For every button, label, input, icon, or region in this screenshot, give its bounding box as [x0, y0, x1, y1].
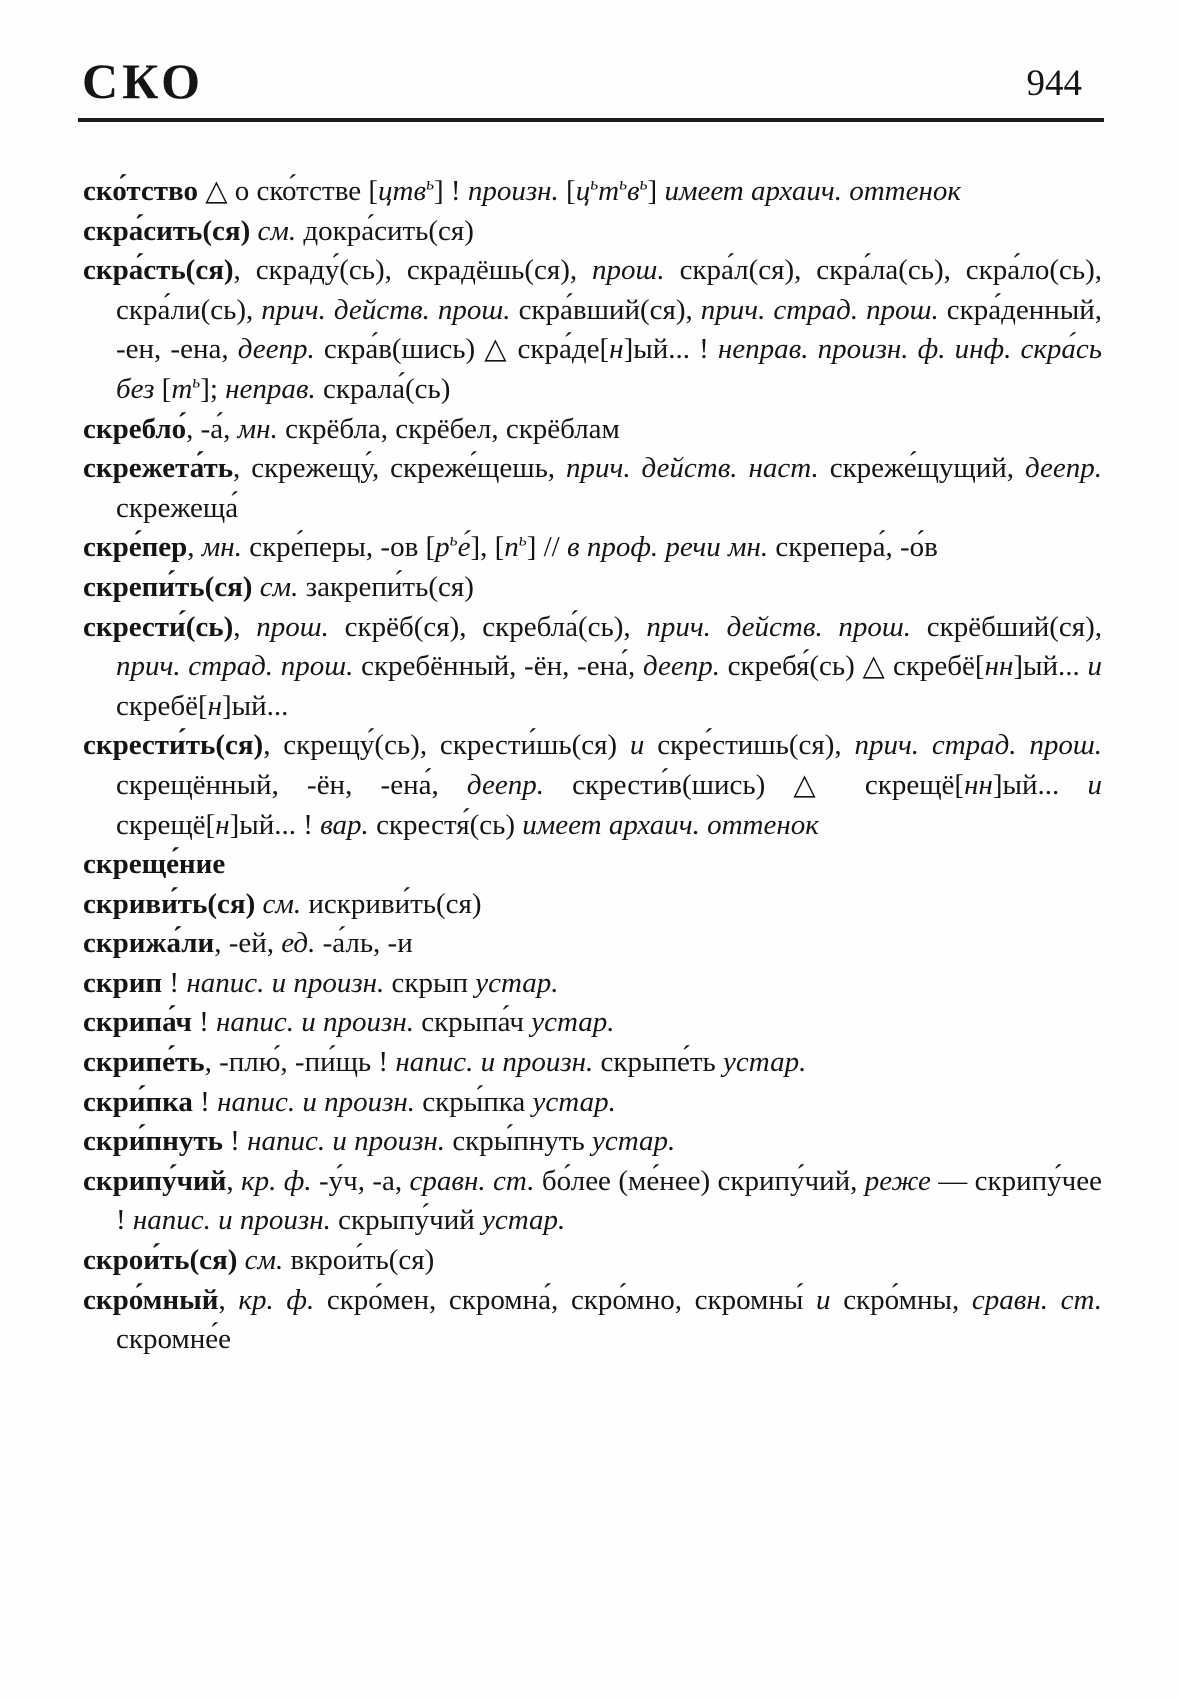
text-run: прич. страд. прош. — [116, 650, 362, 683]
text-run: устар. — [475, 966, 559, 999]
text-run: ь — [192, 371, 201, 392]
text-run: скрыпу́чий — [338, 1204, 482, 1237]
superscript-soft-sign — [619, 173, 627, 193]
dictionary-entry — [83, 1003, 1102, 1043]
text-run: ! — [200, 1085, 218, 1118]
text-run: ! — [169, 966, 187, 999]
dictionary-entry — [83, 1241, 1102, 1281]
text-run: устар. — [532, 1085, 616, 1118]
dictionary-entry — [83, 924, 1102, 964]
text-run: ь — [449, 529, 458, 550]
dictionary-entry — [83, 726, 1102, 845]
dictionary-entry — [83, 845, 1102, 885]
text-run: ! — [230, 1125, 248, 1158]
text-run: скрала́(сь) — [323, 372, 451, 405]
dictionary-entry — [83, 1281, 1103, 1360]
text-run: т — [598, 175, 620, 207]
text-run: -а́ль, -и — [322, 927, 413, 960]
text-run: скребённый, -ён, -ена́, — [361, 650, 643, 683]
text-run: нн — [964, 768, 993, 801]
entries-list — [0, 122, 1178, 1360]
text-run: искриви́ть(ся) — [308, 887, 482, 920]
text-run: прич. действ. прош. — [646, 610, 927, 643]
text-run: вар. — [320, 808, 377, 841]
text-run: скреще́ние — [83, 848, 226, 881]
text-run: скрои́ть(ся) — [83, 1244, 245, 1277]
text-run: кр. ф. — [238, 1283, 327, 1316]
text-run: скрещё[ — [116, 808, 216, 841]
text-run: [ — [161, 372, 172, 405]
text-run: ц — [575, 175, 591, 207]
text-run: устар. — [531, 1006, 615, 1039]
text-run: сравн. ст. — [409, 1164, 542, 1197]
text-run: скребло́ — [83, 412, 187, 445]
text-run: закрепи́ть(ся) — [305, 570, 474, 603]
text-run: напис. и произн. — [217, 1085, 423, 1118]
text-run: напис. и произн. — [395, 1046, 601, 1079]
text-run: , -плю́, -пи́щь ! — [204, 1046, 396, 1079]
text-run: ! — [199, 1006, 216, 1039]
text-run: ], [ — [470, 531, 505, 564]
text-run: скрипе́ть — [83, 1046, 205, 1079]
text-run: прич. действ. прош. — [261, 293, 519, 326]
text-run: сравн. ст. — [971, 1283, 1103, 1316]
text-run: скра́л(ся), скра́ла(сь), скра́ло(сь), скра́ли(сь), — [116, 254, 1102, 326]
text-run: скребя́(сь) △ скребё[ — [727, 650, 985, 683]
text-run: ]ый... — [1013, 650, 1088, 683]
text-run: скра́в(шись) △ скра́де[ — [323, 333, 610, 366]
superscript-soft-sign — [590, 173, 598, 193]
text-run: мн. — [237, 412, 286, 445]
text-run: нн — [984, 650, 1014, 683]
superscript-soft-sign — [450, 530, 458, 550]
text-run: скрести́(сь) — [83, 610, 234, 643]
text-run: скрести́в(шись) △ скрещё[ — [572, 768, 965, 801]
text-run: устар. — [591, 1125, 676, 1158]
text-run: и — [816, 1283, 844, 1316]
text-run: скры́пка — [422, 1085, 533, 1118]
text-run: устар. — [723, 1046, 807, 1079]
superscript-soft-sign — [192, 371, 200, 391]
text-run: прич. страд. прош. — [700, 293, 947, 326]
text-run: произн. — [467, 175, 567, 207]
dictionary-entry — [83, 568, 1102, 608]
dictionary-entry — [83, 1122, 1102, 1162]
text-run: скре́перы, -ов [ — [249, 531, 436, 564]
text-run: см. — [262, 887, 309, 920]
text-run: вкрои́ть(ся) — [290, 1244, 435, 1277]
text-run: е́ — [457, 531, 471, 564]
page-number: 944 — [1026, 63, 1082, 104]
text-run: [ — [566, 175, 576, 207]
text-run: скрепи́ть(ся) — [83, 570, 260, 603]
text-run: скро́мный — [83, 1283, 219, 1316]
dictionary-entry — [83, 251, 1102, 409]
text-run: скра́денный, -ен, -ена, — [116, 293, 1102, 366]
text-run: скра́сть(ся) — [83, 254, 234, 287]
dictionary-entry — [83, 172, 1102, 212]
text-run: в — [627, 175, 640, 207]
text-run: напис. и произн. — [132, 1204, 339, 1237]
text-run: скребё[ — [116, 689, 208, 722]
text-run: △ о ско́тстве [ — [205, 175, 379, 207]
text-run: ]ый... ! — [623, 333, 718, 366]
text-run: ]; — [200, 372, 226, 405]
text-run: , скрежещу́, скреже́щешь, — [233, 452, 566, 485]
text-run: скрёб(ся), скребла́(сь), — [344, 610, 647, 643]
text-run: н — [215, 808, 230, 841]
text-run: докра́сить(ся) — [303, 214, 474, 247]
text-run: имеет архаич. оттенок — [522, 808, 819, 841]
text-run: ] ! — [434, 175, 468, 207]
text-run: , — [233, 610, 257, 643]
dictionary-entry — [83, 410, 1102, 450]
text-run: скре́пер — [83, 531, 188, 564]
text-run: мн. — [201, 531, 250, 564]
text-run: т — [171, 372, 193, 405]
text-run: скри́пнуть — [83, 1125, 231, 1158]
dictionary-entry — [83, 212, 1102, 252]
text-run: реже — [864, 1164, 939, 1197]
text-run: скрещённый, -ён, -ена́, — [116, 768, 467, 801]
text-run: прич. действ. наст. — [565, 452, 830, 485]
text-run: см. — [244, 1244, 291, 1277]
text-run: скрестя́(сь) — [376, 808, 523, 841]
text-run: , — [187, 531, 202, 564]
text-run: см. — [259, 570, 306, 603]
text-run: деепр. — [642, 650, 728, 683]
text-run: имеет архаич. оттенок — [664, 175, 961, 207]
text-run: неправ. — [225, 372, 324, 405]
text-run: ь — [590, 173, 599, 194]
text-run: деепр. — [1024, 452, 1102, 485]
text-run: ь — [639, 173, 648, 194]
text-run: , -ей, — [214, 927, 282, 960]
text-run: скрипу́чий — [83, 1164, 227, 1197]
text-run: и — [1087, 650, 1102, 683]
text-run: скрип — [83, 966, 170, 999]
text-run: скриви́ть(ся) — [83, 887, 263, 920]
text-run: ско́тство — [83, 175, 206, 207]
text-run: скрипа́ч — [83, 1006, 200, 1039]
page-header — [0, 0, 1178, 109]
superscript-soft-sign — [426, 173, 434, 193]
text-run: бо́лее (ме́нее) скрипу́чий, — [541, 1164, 865, 1197]
text-run: скрып — [391, 966, 476, 999]
dictionary-entry — [83, 449, 1102, 528]
text-run: прош. — [592, 254, 680, 287]
text-run: скрежета́ть — [83, 452, 234, 485]
text-run: ]ый... — [222, 689, 289, 722]
text-run: напис. и произн. — [247, 1125, 453, 1158]
text-run: скрёбший(ся), — [926, 610, 1103, 643]
text-run: скромне́е — [116, 1323, 232, 1356]
text-run: п — [504, 531, 519, 564]
text-run: скро́мен, скромна́, скро́мно, скромны́ — [326, 1283, 817, 1316]
text-run: р — [435, 531, 450, 564]
text-run: скрёбла, скрёбел, скрёблам — [285, 412, 620, 445]
text-run: скро́мны, — [843, 1283, 972, 1316]
text-run: , — [226, 1164, 242, 1197]
text-run: ь — [426, 173, 434, 194]
superscript-soft-sign — [519, 530, 527, 550]
text-run: ]ый... — [992, 768, 1088, 801]
text-run: скрести́ть(ся) — [83, 729, 264, 762]
dictionary-entry — [83, 1083, 1102, 1123]
text-run: прич. страд. прош. — [854, 729, 1102, 762]
text-run: ]ый... ! — [229, 808, 321, 841]
text-run: скрежеща́ — [116, 491, 239, 524]
superscript-soft-sign — [640, 173, 648, 193]
text-run: , скраду́(сь), скрадёшь(ся), — [233, 254, 593, 287]
text-run: и — [1087, 768, 1102, 801]
text-run: скра́сь без — [116, 333, 1102, 405]
text-run: , -а́, — [186, 412, 238, 445]
text-run: ] // — [526, 531, 567, 564]
text-run: и — [629, 729, 658, 762]
text-run: напис. и произн. — [186, 966, 392, 999]
text-run: скри́пка — [83, 1085, 201, 1118]
guide-word: СКО — [82, 53, 205, 109]
text-run: цтв — [378, 175, 427, 207]
text-run: см. — [257, 214, 304, 247]
text-run: ь — [518, 529, 527, 550]
text-run: , скрещу́(сь), скрести́шь(ся) — [263, 729, 630, 762]
text-run: скра́сить(ся) — [83, 214, 258, 247]
dictionary-entry — [83, 964, 1102, 1004]
text-run: скрыпе́ть — [600, 1046, 724, 1079]
text-run: , — [218, 1283, 239, 1316]
dictionary-entry — [83, 1162, 1103, 1241]
text-run: — скрипу́чее ! — [116, 1164, 1103, 1237]
text-run: напис. и произн. — [216, 1006, 422, 1039]
text-run: скры́пнуть — [452, 1125, 592, 1158]
text-run: -у́ч, -а, — [318, 1164, 410, 1197]
text-run: в проф. речи мн. — [567, 531, 776, 564]
text-run: скрепера́, -о́в — [775, 531, 938, 564]
text-run: скрыпа́ч — [421, 1006, 532, 1039]
text-run: ] — [647, 175, 665, 207]
text-run: скра́вший(ся), — [518, 293, 701, 326]
text-run: н — [207, 689, 223, 722]
text-run: н — [609, 333, 624, 366]
text-run: ед. — [281, 927, 323, 960]
dictionary-entry — [83, 1043, 1102, 1083]
text-run: деепр. — [237, 333, 324, 366]
text-run: устар. — [481, 1204, 566, 1237]
text-run: скреже́щущий, — [829, 452, 1025, 485]
text-run: скрижа́ли — [83, 927, 215, 960]
dictionary-entry — [83, 528, 1102, 568]
dictionary-entry — [83, 608, 1103, 727]
text-run: деепр. — [466, 768, 573, 801]
text-run: неправ. произн. ф. инф. — [717, 333, 1021, 366]
text-run: скре́стишь(ся), — [657, 729, 855, 762]
text-run: ь — [619, 173, 627, 194]
text-run: кр. ф. — [241, 1164, 319, 1197]
dictionary-entry — [83, 885, 1102, 925]
text-run: прош. — [256, 610, 345, 643]
